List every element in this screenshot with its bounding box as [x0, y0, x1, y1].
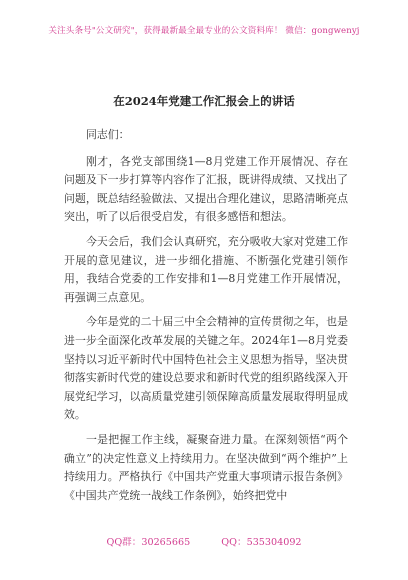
document-title: 在2024年党建工作汇报会上的讲话 [113, 94, 295, 108]
paragraph-3: 今年是党的二十届三中全会精神的宣传贯彻之年，也是进一步全面深化改革发展的关键之年。2024年1—8月党委坚持以习近平新时代中国特色社会主义思想为指导，坚决贯彻落实新时代党的建设总要求和新时代党的组织路线深入开展党纪学习，以高质量党建引领保障高质量发展取得明显成效。 [64, 315, 348, 422]
paragraph-1: 刚才，各党支部围绕1—8月党建工作开展情况、存在问题及下一步打算等内容作了汇报，既讲得成绩、又找出了问题，既总结经验做法、又提出合理化建议，思路清晰亮点突出，听了以后很受启发，有很多感悟和想法。 [64, 154, 348, 224]
top-banner: 关注头条号"公文研究"，获得最新最全最专业的公文资料库！ 微信：gongwenyj [48, 26, 360, 36]
salutation: 同志们： [86, 128, 130, 141]
paragraph-4: 一是把握工作主线，凝聚奋进力量。在深刻领悟“两个确立”的决定性意义上持续用力。在坚决做到“两个维护”上持续用力。严格执行《中国共产党重大事项请示报告条例》《中国共产党统一战线工作条例》，始终把党中 [64, 432, 348, 502]
footer-contact [0, 534, 408, 548]
paragraph-2: 今天会后，我们会认真研究，充分吸收大家对党建工作开展的意见建议，进一步细化措施、不断强化党建引领作用，我结合党委的工作安排和1—8月党建工作开展情况，再强调三点意见。 [64, 234, 348, 304]
document-body [64, 126, 348, 505]
footer-qq: QQ：535304092 [221, 537, 302, 548]
footer-qq-group: QQ群：30265665 [106, 537, 191, 548]
